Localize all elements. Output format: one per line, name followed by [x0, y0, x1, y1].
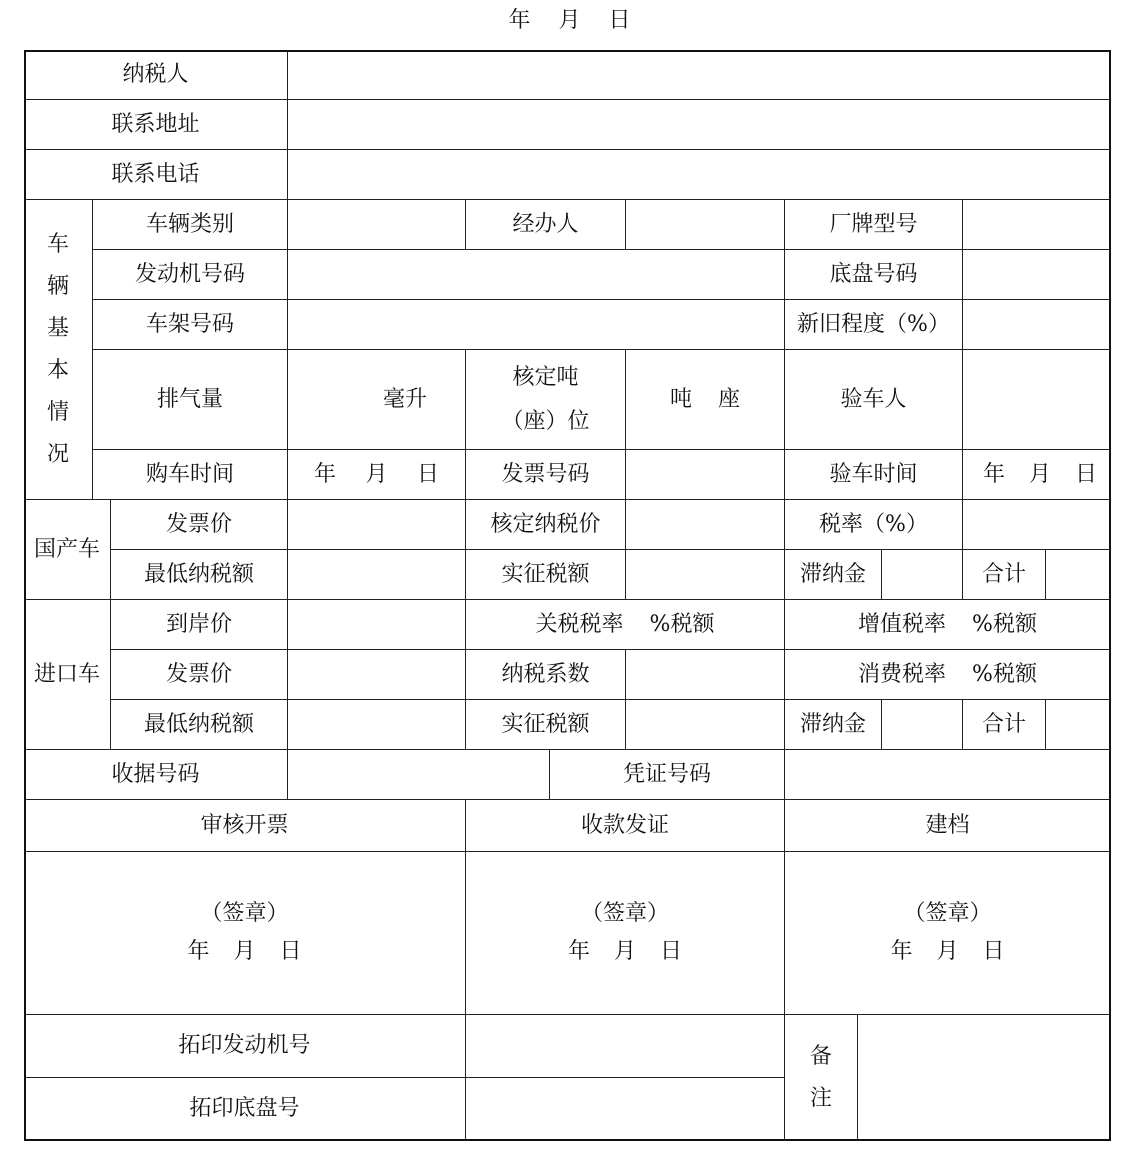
voucher-no-label: 凭证号码 — [550, 750, 785, 800]
domestic-actual-tax-label: 实征税额 — [466, 550, 626, 600]
ton-unit: 吨 — [669, 386, 692, 412]
tax-rate-field[interactable] — [963, 500, 1111, 550]
cif-price-label: 到岸价 — [111, 600, 288, 650]
signature-date: 年 月 日 — [187, 939, 302, 964]
signature-stamp-text: （签章） — [903, 901, 992, 927]
taxpayer-field[interactable] — [288, 50, 1111, 100]
inspection-time-label: 验车时间 — [785, 450, 963, 500]
domestic-late-fee-field[interactable] — [882, 550, 963, 600]
vehicle-section-label: 车 辆 基 本 情 况 — [24, 200, 93, 500]
domestic-actual-tax-field[interactable] — [626, 550, 785, 600]
engine-rubbing-field[interactable] — [466, 1015, 785, 1078]
signature-date: 年 月 日 — [890, 939, 1005, 964]
collect-signature-box[interactable] — [466, 852, 785, 1015]
invoice-no-label: 发票号码 — [466, 450, 626, 500]
archive-signature-box[interactable] — [785, 852, 1111, 1015]
imported-section-label: 进口车 — [24, 600, 111, 750]
taxpayer-label: 纳税人 — [24, 50, 288, 100]
displacement-label: 排气量 — [93, 350, 288, 450]
domestic-total-field[interactable] — [1046, 550, 1111, 600]
imported-total-label: 合计 — [963, 700, 1046, 750]
ml-unit: 毫升 — [382, 386, 427, 412]
imported-actual-tax-field[interactable] — [626, 700, 785, 750]
purchase-time-field[interactable]: 年 月 日 — [288, 450, 466, 500]
form-date: 年 月 日 — [508, 8, 631, 33]
rated-tonnage-label: 核定吨 （座）位 — [466, 350, 626, 450]
cif-price-field[interactable] — [288, 600, 466, 650]
customs-rate-cell[interactable]: 关税税率 %税额 — [466, 600, 785, 650]
vat-rate-cell[interactable]: 增值税率 %税额 — [785, 600, 1111, 650]
inspector-label: 验车人 — [785, 350, 963, 450]
seat-unit: 座 — [718, 386, 741, 412]
collect-label: 收款发证 — [466, 800, 785, 852]
address-label: 联系地址 — [24, 100, 288, 150]
signature-stamp-text: （签章） — [200, 901, 289, 927]
brand-model-field[interactable] — [963, 200, 1111, 250]
domestic-min-tax-label: 最低纳税额 — [111, 550, 288, 600]
chassis-no-field[interactable] — [963, 250, 1111, 300]
invoice-no-field[interactable] — [626, 450, 785, 500]
vehicle-type-label: 车辆类别 — [93, 200, 288, 250]
inspection-time-field[interactable]: 年 月 日 — [963, 450, 1111, 500]
imported-invoice-price-field[interactable] — [288, 650, 466, 700]
chassis-rubbing-label: 拓印底盘号 — [24, 1078, 466, 1141]
consumption-rate-cell[interactable]: 消费税率 %税额 — [785, 650, 1111, 700]
newness-label: 新旧程度（%） — [785, 300, 963, 350]
imported-total-field[interactable] — [1046, 700, 1111, 750]
brand-model-label: 厂牌型号 — [785, 200, 963, 250]
rated-tonnage-field[interactable] — [626, 350, 785, 450]
agent-label: 经办人 — [466, 200, 626, 250]
vehicle-type-field[interactable] — [288, 200, 466, 250]
assessed-price-label: 核定纳税价 — [466, 500, 626, 550]
imported-late-fee-label: 滞纳金 — [785, 700, 882, 750]
imported-min-tax-field[interactable] — [288, 700, 466, 750]
address-field[interactable] — [288, 100, 1111, 150]
engine-rubbing-label: 拓印发动机号 — [24, 1015, 466, 1078]
review-label: 审核开票 — [24, 800, 466, 852]
review-signature-box[interactable] — [24, 852, 466, 1015]
imported-late-fee-field[interactable] — [882, 700, 963, 750]
chassis-rubbing-field[interactable] — [466, 1078, 785, 1141]
tax-coefficient-field[interactable] — [626, 650, 785, 700]
engine-no-label: 发动机号码 — [93, 250, 288, 300]
phone-field[interactable] — [288, 150, 1111, 200]
domestic-total-label: 合计 — [963, 550, 1046, 600]
receipt-no-field[interactable] — [288, 750, 550, 800]
receipt-no-label: 收据号码 — [24, 750, 288, 800]
chassis-no-label: 底盘号码 — [785, 250, 963, 300]
engine-no-field[interactable] — [288, 250, 785, 300]
phone-label: 联系电话 — [24, 150, 288, 200]
imported-invoice-price-label: 发票价 — [111, 650, 288, 700]
displacement-field[interactable] — [288, 350, 466, 450]
tax-rate-label: 税率（%） — [785, 500, 963, 550]
inspector-field[interactable] — [963, 350, 1111, 450]
domestic-invoice-price-label: 发票价 — [111, 500, 288, 550]
tax-coefficient-label: 纳税系数 — [466, 650, 626, 700]
archive-label: 建档 — [785, 800, 1111, 852]
newness-field[interactable] — [963, 300, 1111, 350]
purchase-time-label: 购车时间 — [93, 450, 288, 500]
imported-min-tax-label: 最低纳税额 — [111, 700, 288, 750]
assessed-price-field[interactable] — [626, 500, 785, 550]
frame-no-label: 车架号码 — [93, 300, 288, 350]
voucher-no-field[interactable] — [785, 750, 1111, 800]
imported-actual-tax-label: 实征税额 — [466, 700, 626, 750]
remarks-label: 备 注 — [785, 1015, 858, 1141]
frame-no-field[interactable] — [288, 300, 785, 350]
domestic-late-fee-label: 滞纳金 — [785, 550, 882, 600]
domestic-min-tax-field[interactable] — [288, 550, 466, 600]
remarks-field[interactable] — [858, 1015, 1111, 1141]
domestic-section-label: 国产车 — [24, 500, 111, 600]
domestic-invoice-price-field[interactable] — [288, 500, 466, 550]
signature-stamp-text: （签章） — [580, 901, 669, 927]
signature-date: 年 月 日 — [567, 939, 683, 964]
vehicle-tax-form — [24, 50, 1111, 1141]
agent-field[interactable] — [626, 200, 785, 250]
